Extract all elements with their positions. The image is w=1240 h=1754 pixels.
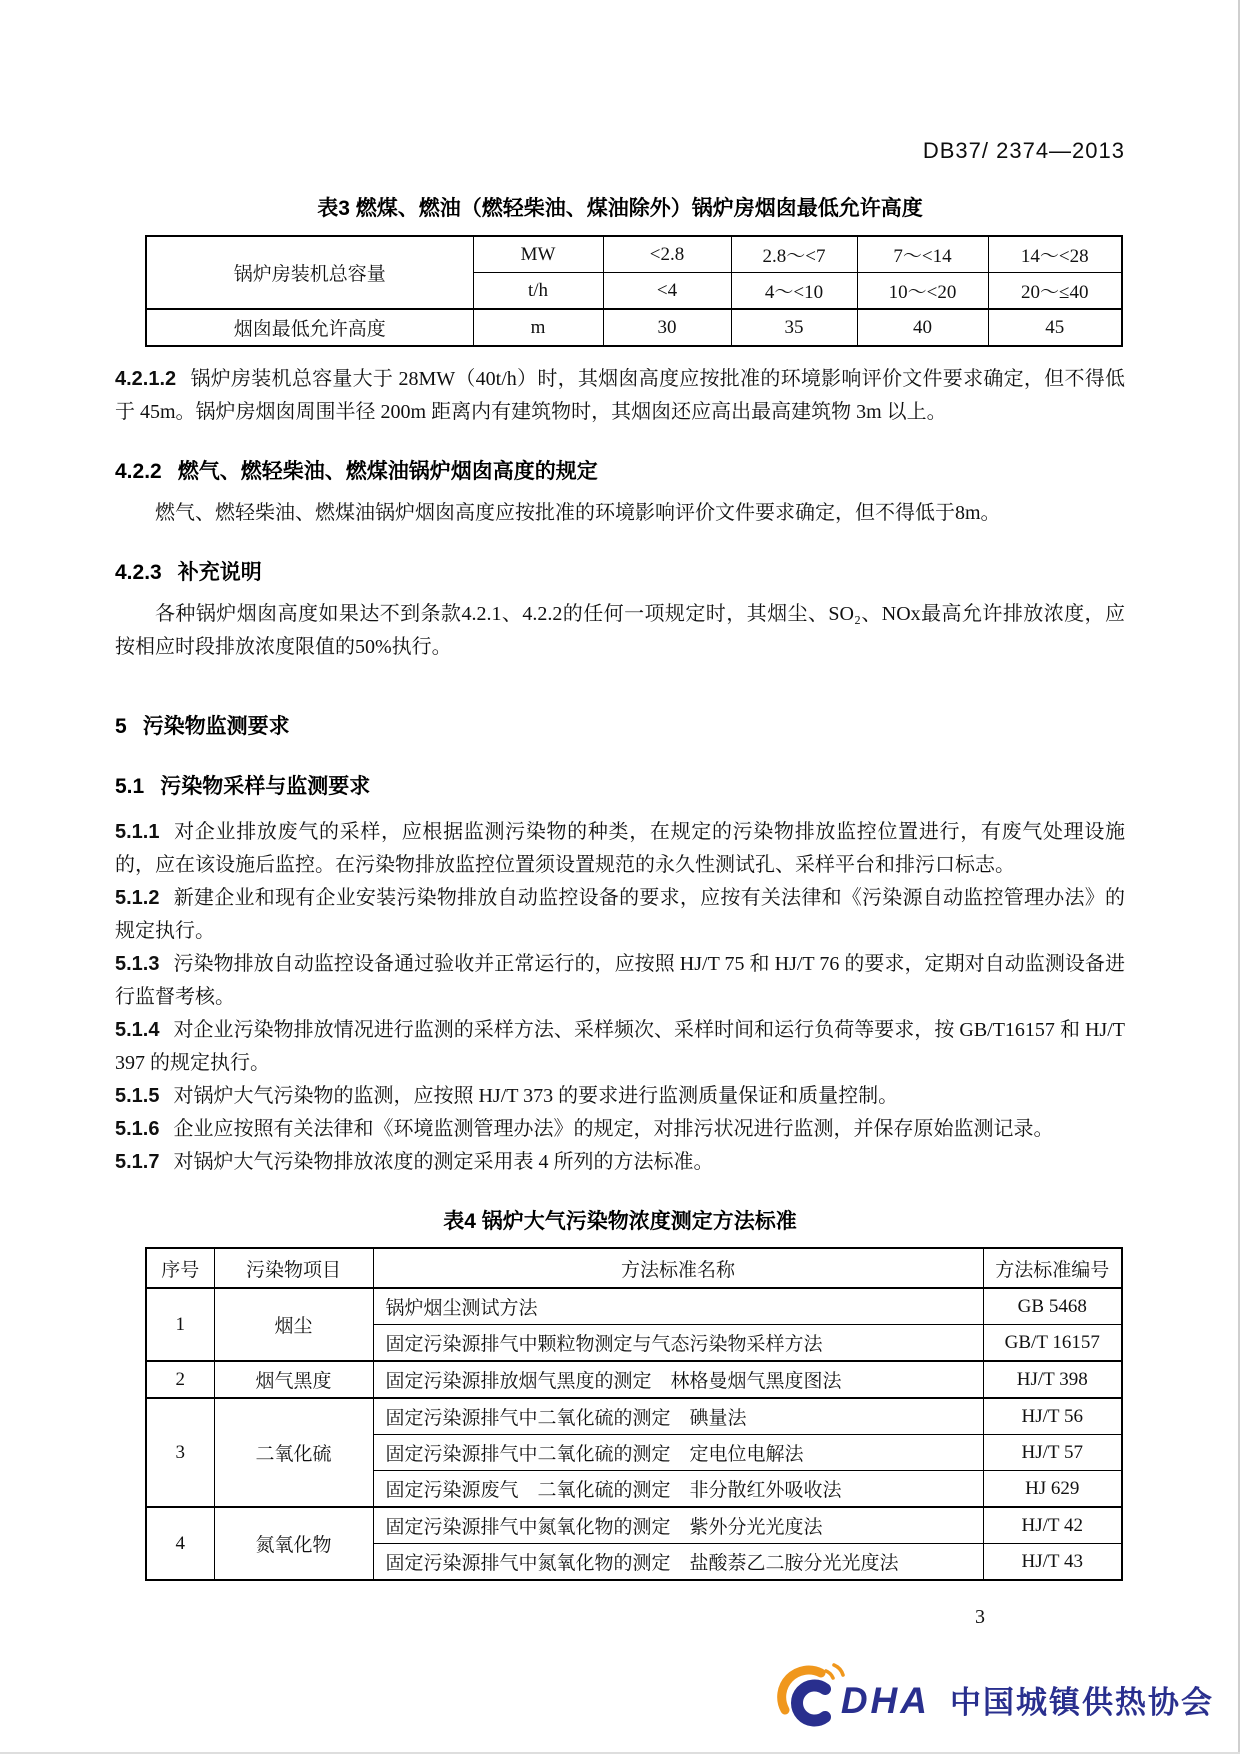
logo-association-name: 中国城镇供热协会	[950, 1684, 1214, 1720]
cell-pollutant: 烟尘	[214, 1288, 373, 1361]
clause-text: 对企业污染物排放情况进行监测的采样方法、采样频次、采样时间和运行负荷等要求，按 GB/T16157 和 HJ/T 397 的规定执行。	[115, 1019, 1125, 1074]
logo-acronym: DHA	[840, 1680, 930, 1721]
clause-number: 5.1.2	[115, 887, 160, 909]
table-cell: 45	[988, 309, 1122, 346]
table-cell-unit-th: t/h	[473, 273, 603, 310]
cell-no: 4	[146, 1507, 214, 1580]
doc-standard-number: DB37/ 2374—2013	[922, 138, 1125, 163]
clause-517	[115, 1146, 1125, 1179]
table-cell-unit-mw: MW	[473, 236, 603, 273]
cell-method-name: 固定污染源排气中氮氧化物的测定 盐酸萘乙二胺分光光度法	[373, 1544, 983, 1581]
table-row	[146, 1361, 1122, 1398]
table-cell: 4～<10	[731, 273, 857, 310]
clause-number: 5	[115, 715, 127, 738]
table-cell-unit-m: m	[473, 309, 603, 346]
clause-text: 对锅炉大气污染物的监测，应按照 HJ/T 373 的要求进行监测质量保证和质量控制。	[173, 1085, 899, 1107]
cell-method-name: 固定污染源排气中二氧化硫的测定 定电位电解法	[373, 1435, 983, 1471]
cell-method-code: HJ/T 398	[983, 1361, 1122, 1398]
clause-number: 4.2.1.2	[115, 368, 177, 390]
cell-method-code: HJ/T 57	[983, 1435, 1122, 1471]
cell-method-name: 固定污染源废气 二氧化硫的测定 非分散红外吸收法	[373, 1471, 983, 1508]
clause-number: 5.1	[115, 775, 145, 798]
table-cell: 14～<28	[988, 236, 1122, 273]
cell-method-name: 锅炉烟尘测试方法	[373, 1288, 983, 1325]
cell-method-code: HJ/T 43	[983, 1544, 1122, 1581]
heading-423	[115, 556, 1125, 586]
clause-512	[115, 882, 1125, 948]
heading-text: 污染物采样与监测要求	[160, 775, 371, 798]
table-row	[146, 236, 1122, 273]
clause-number: 5.1.6	[115, 1118, 160, 1140]
table-cell-height-label: 烟囱最低允许高度	[146, 309, 473, 346]
cdha-logo-icon	[777, 1658, 847, 1730]
clause-text: 对企业排放废气的采样，应根据监测污染物的种类，在规定的污染物排放监控位置进行，有废气处理设施的，应在该设施后监控。在污染物排放监控位置须设置规范的永久性测试孔、采样平台和排污口标志。	[115, 821, 1125, 876]
cell-method-name: 固定污染源排气中二氧化硫的测定 碘量法	[373, 1398, 983, 1435]
clause-text: 对锅炉大气污染物排放浓度的测定采用表 4 所列的方法标准。	[173, 1151, 714, 1173]
cell-method-name: 固定污染源排放烟气黑度的测定 林格曼烟气黑度图法	[373, 1361, 983, 1398]
clause-514	[115, 1014, 1125, 1080]
clause-number: 5.1.3	[115, 953, 160, 975]
cell-pollutant: 二氧化硫	[214, 1398, 373, 1507]
col-header-method-code: 方法标准编号	[983, 1248, 1122, 1288]
table-cell: 35	[731, 309, 857, 346]
page-number: 3	[975, 1606, 985, 1628]
cell-no: 1	[146, 1288, 214, 1361]
heading-text: 燃气、燃轻柴油、燃煤油锅炉烟囱高度的规定	[177, 460, 598, 483]
clause-number: 4.2.3	[115, 561, 162, 584]
table-cell: 30	[603, 309, 731, 346]
cell-method-code: HJ/T 56	[983, 1398, 1122, 1435]
clause-423-body: 各种锅炉烟囱高度如果达不到条款4.2.1、4.2.2的任何一项规定时，其烟尘、SO₂、NOx最高允许排放浓度，应按相应时段排放浓度限值的50%执行。	[115, 603, 1125, 658]
clause-text: 锅炉房装机总容量大于 28MW（40t/h）时，其烟囱高度应按批准的环境影响评价文件要求确定，但不得低于 45m。锅炉房烟囱周围半径 200m 距离内有建筑物时，其烟囱还应高出最高建筑物 3m 以上。	[115, 368, 1125, 423]
cell-method-code: HJ 629	[983, 1471, 1122, 1508]
heading-5	[115, 710, 1125, 740]
heading-51	[115, 770, 1125, 800]
table-cell: 40	[857, 309, 988, 346]
table4-caption: 表4 锅炉大气污染物浓度测定方法标准	[443, 1210, 797, 1233]
table-cell: 7～<14	[857, 236, 988, 273]
cell-no: 2	[146, 1361, 214, 1398]
table4-method-standards	[145, 1247, 1123, 1581]
clause-513	[115, 948, 1125, 1014]
table-cell-capacity-label: 锅炉房装机总容量	[146, 236, 473, 309]
table-row	[146, 309, 1122, 346]
table-row	[146, 1507, 1122, 1544]
table3-chimney-min-height	[145, 235, 1123, 347]
heading-text: 补充说明	[177, 561, 262, 584]
heading-422	[115, 455, 1125, 485]
clause-4212	[115, 363, 1125, 429]
cell-method-name: 固定污染源排气中颗粒物测定与气态污染物采样方法	[373, 1325, 983, 1362]
clause-511	[115, 816, 1125, 882]
table-cell: 2.8～<7	[731, 236, 857, 273]
table-cell: <2.8	[603, 236, 731, 273]
cell-method-code: GB/T 16157	[983, 1325, 1122, 1362]
table-row	[146, 1288, 1122, 1325]
clause-text: 企业应按照有关法律和《环境监测管理办法》的规定，对排污状况进行监测，并保存原始监测记录。	[173, 1118, 1054, 1140]
cell-method-code: HJ/T 42	[983, 1507, 1122, 1544]
cell-pollutant: 烟气黑度	[214, 1361, 373, 1398]
col-header-no: 序号	[146, 1248, 214, 1288]
clause-516	[115, 1113, 1125, 1146]
clause-text: 污染物排放自动监控设备通过验收并正常运行的，应按照 HJ/T 75 和 HJ/T 76 的要求，定期对自动监测设备进行监督考核。	[115, 953, 1125, 1008]
clause-515	[115, 1080, 1125, 1113]
table3-caption: 表3 燃煤、燃油（燃轻柴油、煤油除外）锅炉房烟囱最低允许高度	[317, 197, 923, 220]
clause-number: 5.1.5	[115, 1085, 160, 1107]
clause-422-body: 燃气、燃轻柴油、燃煤油锅炉烟囱高度应按批准的环境影响评价文件要求确定，但不得低于8m。	[155, 502, 1001, 524]
clause-number: 5.1.1	[115, 821, 160, 843]
clause-text: 新建企业和现有企业安装污染物排放自动监控设备的要求，应按有关法律和《污染源自动监控管理办法》的规定执行。	[115, 887, 1125, 942]
table-cell: 20～≤40	[988, 273, 1122, 310]
cell-method-name: 固定污染源排气中氮氧化物的测定 紫外分光光度法	[373, 1507, 983, 1544]
table-cell: <4	[603, 273, 731, 310]
cell-pollutant: 氮氧化物	[214, 1507, 373, 1580]
cell-no: 3	[146, 1398, 214, 1507]
col-header-method-name: 方法标准名称	[373, 1248, 983, 1288]
table-header-row	[146, 1248, 1122, 1288]
cell-method-code: GB 5468	[983, 1288, 1122, 1325]
heading-text: 污染物监测要求	[142, 715, 290, 738]
clause-number: 5.1.4	[115, 1019, 160, 1041]
table-cell: 10～<20	[857, 273, 988, 310]
table-row	[146, 1398, 1122, 1435]
col-header-pollutant: 污染物项目	[214, 1248, 373, 1288]
association-logo	[777, 1658, 1214, 1730]
clause-number: 4.2.2	[115, 460, 162, 483]
clause-number: 5.1.7	[115, 1151, 160, 1173]
